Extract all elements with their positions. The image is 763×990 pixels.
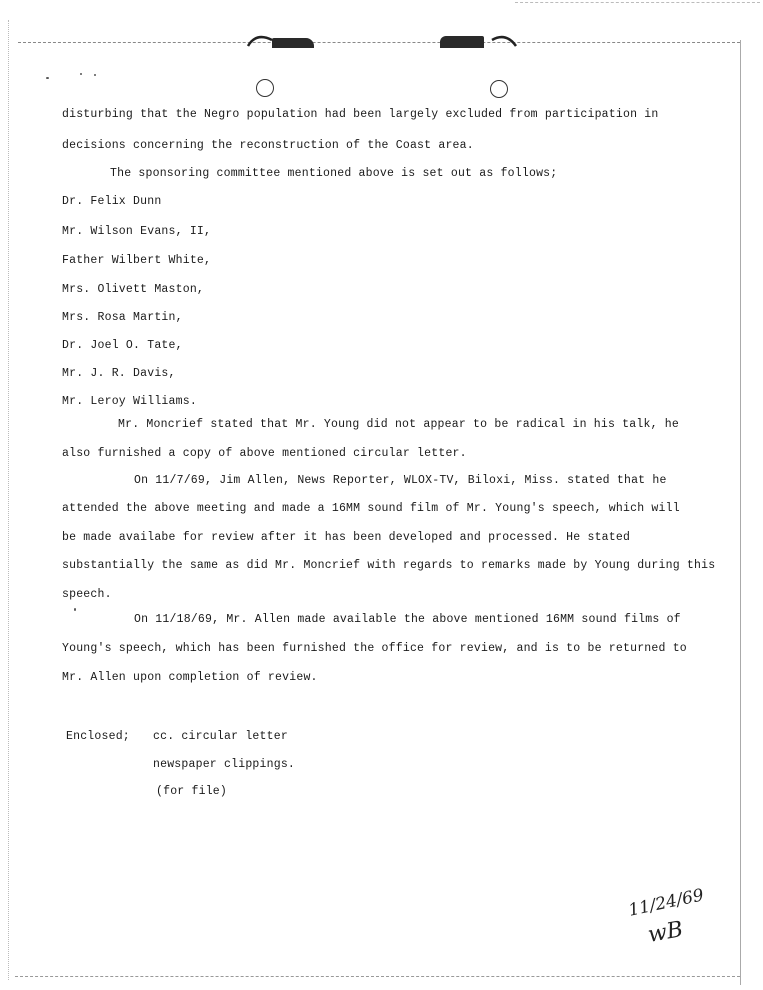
enclosure-item: newspaper clippings. [153, 758, 296, 771]
fastener-curve-left [246, 30, 276, 48]
speck [46, 77, 49, 79]
text-line: disturbing that the Negro population had been largely excluded from participation in [62, 108, 659, 121]
text-line: Mrs. Rosa Martin, [62, 311, 183, 324]
fastener-mark-right [440, 36, 484, 48]
text-line: Mr. Leroy Williams. [62, 395, 197, 408]
speck [80, 73, 82, 75]
enclosure-item: cc. circular letter [153, 730, 288, 743]
text-line: Mr. Moncrief stated that Mr. Young did not appear to be radical in his talk, he [118, 418, 679, 431]
text-line: Mr. J. R. Davis, [62, 367, 176, 380]
scan-edge-top [515, 2, 760, 3]
text-line: Mr. Allen upon completion of review. [62, 671, 318, 684]
speck [94, 74, 96, 76]
handwritten-initials: wB [646, 917, 685, 948]
text-line: attended the above meeting and made a 16MM sound film of Mr. Young's speech, which will [62, 502, 680, 515]
fastener-curve-right [488, 30, 518, 48]
page-border-top [18, 42, 740, 43]
text-line: Dr. Felix Dunn [62, 195, 162, 208]
text-line: Mrs. Olivett Maston, [62, 283, 205, 296]
text-line: be made availabe for review after it has been developed and processed. He stated [62, 531, 631, 544]
text-line: The sponsoring committee mentioned above is set out as follows; [110, 167, 558, 180]
text-line: Mr. Wilson Evans, II, [62, 225, 212, 238]
text-line: decisions concerning the reconstruction of the Coast area. [62, 139, 474, 152]
text-line: Young's speech, which has been furnished the office for review, and is to be returned to [62, 642, 687, 655]
enclosure-item: (for file) [156, 785, 228, 798]
handwritten-date: 11/24/69 [626, 885, 706, 921]
text-line: also furnished a copy of above mentioned circular letter. [62, 447, 467, 460]
page-border-right [740, 40, 741, 985]
speck [74, 608, 76, 611]
punch-hole-right [490, 80, 508, 98]
fastener-mark-left [272, 38, 314, 48]
text-line: Father Wilbert White, [62, 254, 212, 267]
enclosure-label: Enclosed; [66, 730, 130, 743]
text-line: On 11/18/69, Mr. Allen made available the above mentioned 16MM sound films of [134, 613, 681, 626]
punch-hole-left [256, 79, 274, 97]
text-line: Dr. Joel O. Tate, [62, 339, 183, 352]
text-line: speech. [62, 588, 112, 601]
text-line: On 11/7/69, Jim Allen, News Reporter, WLOX-TV, Biloxi, Miss. stated that he [134, 474, 667, 487]
page-border-left [8, 20, 9, 980]
page-border-bottom [15, 976, 740, 977]
text-line: substantially the same as did Mr. Moncrief with regards to remarks made by Young during this [62, 559, 716, 572]
